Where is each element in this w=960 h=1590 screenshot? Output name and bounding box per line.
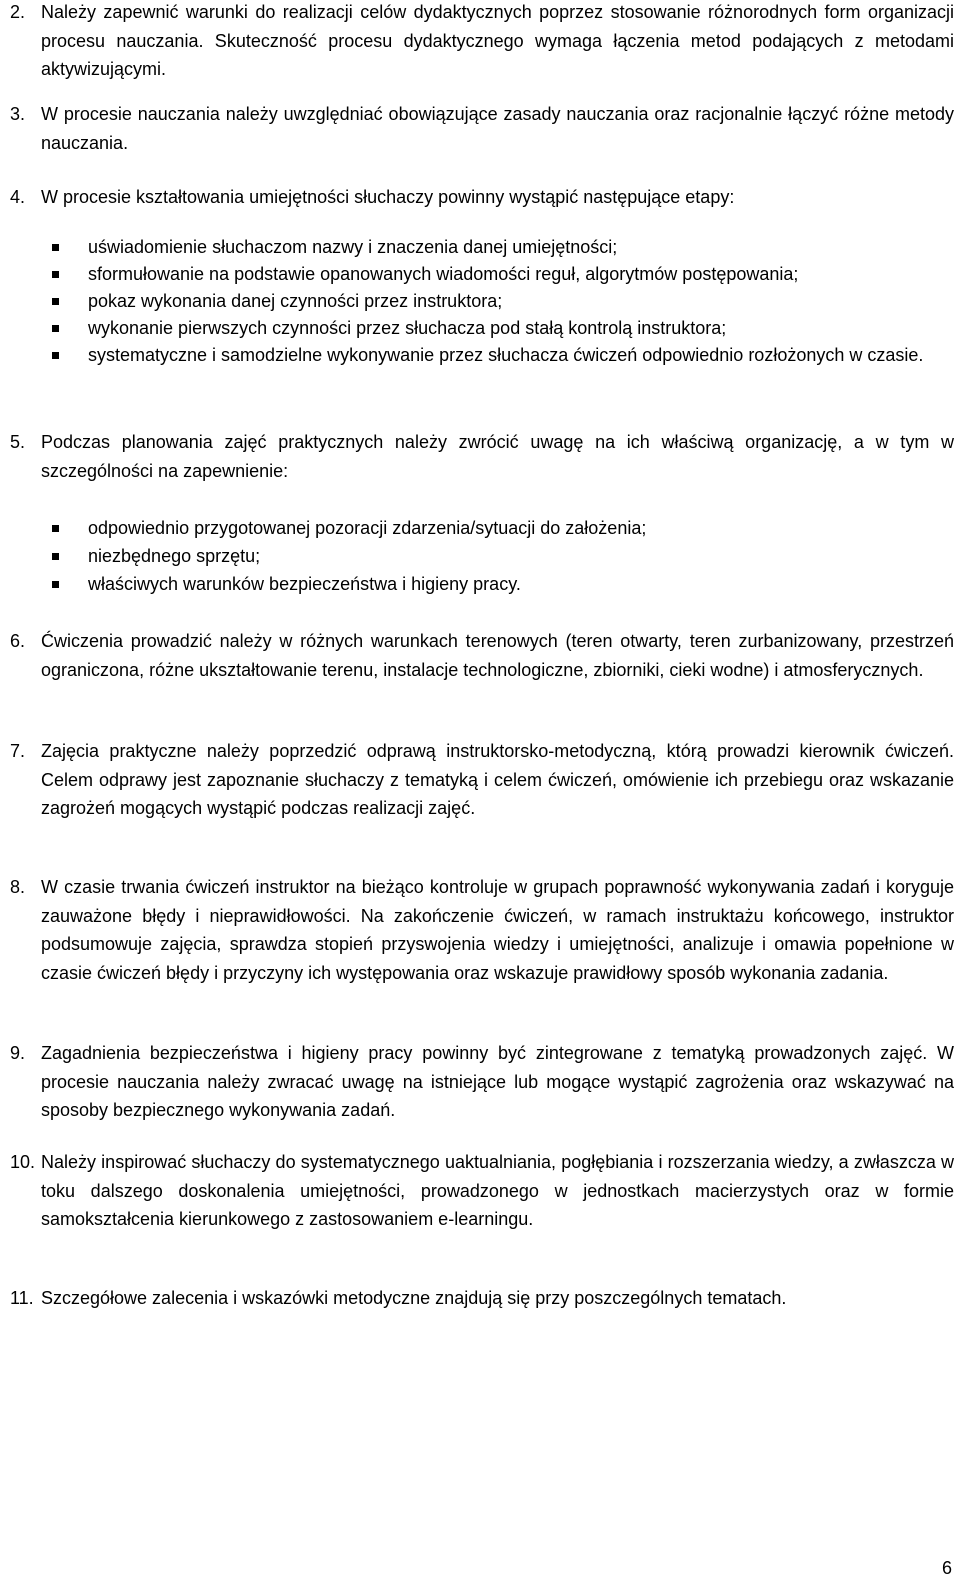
item-number: 2. — [10, 2, 26, 22]
item-text: W procesie kształtowania umiejętności słuchaczy powinny wystąpić następujące etapy: — [41, 187, 735, 207]
item-number: 4. — [10, 187, 26, 207]
item-number: 8. — [10, 877, 26, 897]
item-text: Należy inspirować słuchaczy do systematycznego uaktualniania, pogłębiania i rozszerzania wiedzy, a zwłaszcza w toku dalszego doskonalenia umiejętności, prowadzonego w jednostkach macierzystych oraz w formie samokształcenia kierunkowego z zastosowaniem e-learningu. — [41, 1152, 954, 1229]
bullet-text: wykonanie pierwszych czynności przez słuchacza pod stałą kontrolą instruktora; — [88, 318, 727, 338]
item-text: Zagadnienia bezpieczeństwa i higieny pracy powinny być zintegrowane z tematyką prowadzonych zajęć. W procesie nauczania należy zwracać uwagę na istniejące lub mogące wystąpić zagrożenia oraz wskazywać na sposoby bezpiecznego wykonywania zadań. — [41, 1043, 954, 1120]
bullet-text: właściwych warunków bezpieczeństwa i higieny pracy. — [88, 574, 521, 594]
item-number: 6. — [10, 631, 26, 651]
item-number: 9. — [10, 1043, 26, 1063]
bullet-text: odpowiednio przygotowanej pozoracji zdarzenia/sytuacji do założenia; — [88, 518, 647, 538]
page-number: 6 — [941, 1558, 952, 1578]
item-number: 11. — [10, 1288, 34, 1308]
item-text: Ćwiczenia prowadzić należy w różnych warunkach terenowych (teren otwarty, teren zurbanizowany, przestrzeń ograniczona, różne ukształtowanie terenu, instalacje technologiczne, zbiorniki, cieki wodne) i atmosferycznych. — [41, 631, 954, 680]
item-text: Zajęcia praktyczne należy poprzedzić odprawą instruktorsko-metodyczną, którą prowadzi kierownik ćwiczeń. Celem odprawy jest zapoznanie słuchaczy z tematyką i celem ćwiczeń, omówienie ich przebiegu oraz wskazanie zagrożeń mogących wystąpić podczas realizacji zajęć. — [41, 741, 954, 818]
item-number: 3. — [10, 104, 26, 124]
square-bullet-icon — [52, 553, 59, 560]
item-number: 10. — [10, 1152, 36, 1172]
item-number: 5. — [10, 432, 26, 452]
bullet-text: pokaz wykonania danej czynności przez instruktora; — [88, 291, 503, 311]
bullet-text: sformułowanie na podstawie opanowanych wiadomości reguł, algorytmów postępowania; — [88, 264, 799, 284]
item-text: Należy zapewnić warunki do realizacji celów dydaktycznych poprzez stosowanie różnorodnych form organizacji procesu nauczania. Skuteczność procesu dydaktycznego wymaga łączenia metod podających z metodami aktywizującymi. — [41, 2, 954, 79]
bullet-text: systematyczne i samodzielne wykonywanie przez słuchacza ćwiczeń odpowiednio rozłożonych w czasie. — [88, 345, 924, 365]
item-number: 7. — [10, 741, 26, 761]
item-text: W procesie nauczania należy uwzględniać obowiązujące zasady nauczania oraz racjonalnie łączyć różne metody nauczania. — [41, 104, 954, 153]
square-bullet-icon — [52, 525, 59, 532]
item-text: Szczegółowe zalecenia i wskazówki metodyczne znajdują się przy poszczególnych tematach. — [41, 1288, 787, 1308]
square-bullet-icon — [52, 581, 59, 588]
square-bullet-icon — [52, 244, 59, 251]
bullet-text: uświadomienie słuchaczom nazwy i znaczenia danej umiejętności; — [88, 237, 618, 257]
item-text: Podczas planowania zajęć praktycznych należy zwrócić uwagę na ich właściwą organizację, a w tym w szczególności na zapewnienie: — [41, 432, 954, 481]
bullet-text: niezbędnego sprzętu; — [88, 546, 261, 566]
square-bullet-icon — [52, 298, 59, 305]
item-text: W czasie trwania ćwiczeń instruktor na bieżąco kontroluje w grupach poprawność wykonywania zadań i koryguje zauważone błędy i nieprawidłowości. Na zakończenie ćwiczeń, w ramach instruktażu końcowego, instruktor podsumowuje zajęcia, sprawdza stopień przyswojenia wiedzy i umiejętności, analizuje i omawia popełnione w czasie ćwiczeń błędy i przyczyny ich występowania oraz wskazuje prawidłowy sposób wykonania zadania. — [41, 877, 954, 983]
square-bullet-icon — [52, 352, 59, 359]
square-bullet-icon — [52, 325, 59, 332]
square-bullet-icon — [52, 271, 59, 278]
